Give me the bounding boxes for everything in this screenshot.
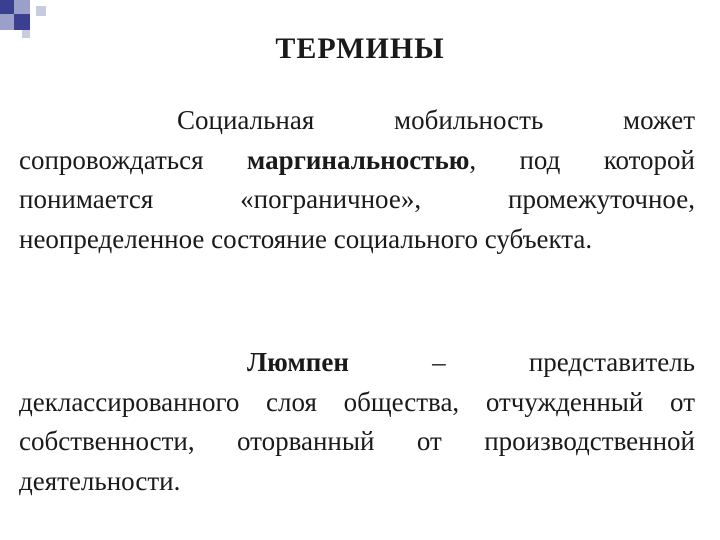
paragraph-text: – представитель деклассированного слоя общества, отчужденный от собственности, оторванный от производственной деятельности. [19, 347, 695, 496]
term-marginality: маргинальностью [246, 144, 470, 175]
decor-square [0, 0, 14, 14]
paragraph-text: , под которой понимается «пограничное», промежуточное, неопределенное состояние социального субъекта. [19, 144, 695, 254]
decor-square [14, 0, 30, 14]
paragraph-text: Социальная мобильность может сопровождаться [19, 105, 695, 175]
paragraph-marginality [19, 101, 695, 259]
term-lumpen: Люмпен [247, 347, 349, 377]
decor-square [14, 14, 30, 30]
paragraph-lumpen [19, 343, 695, 501]
decor-square [36, 6, 46, 16]
slide-title: ТЕРМИНЫ [275, 32, 445, 65]
decor-square [0, 14, 14, 30]
